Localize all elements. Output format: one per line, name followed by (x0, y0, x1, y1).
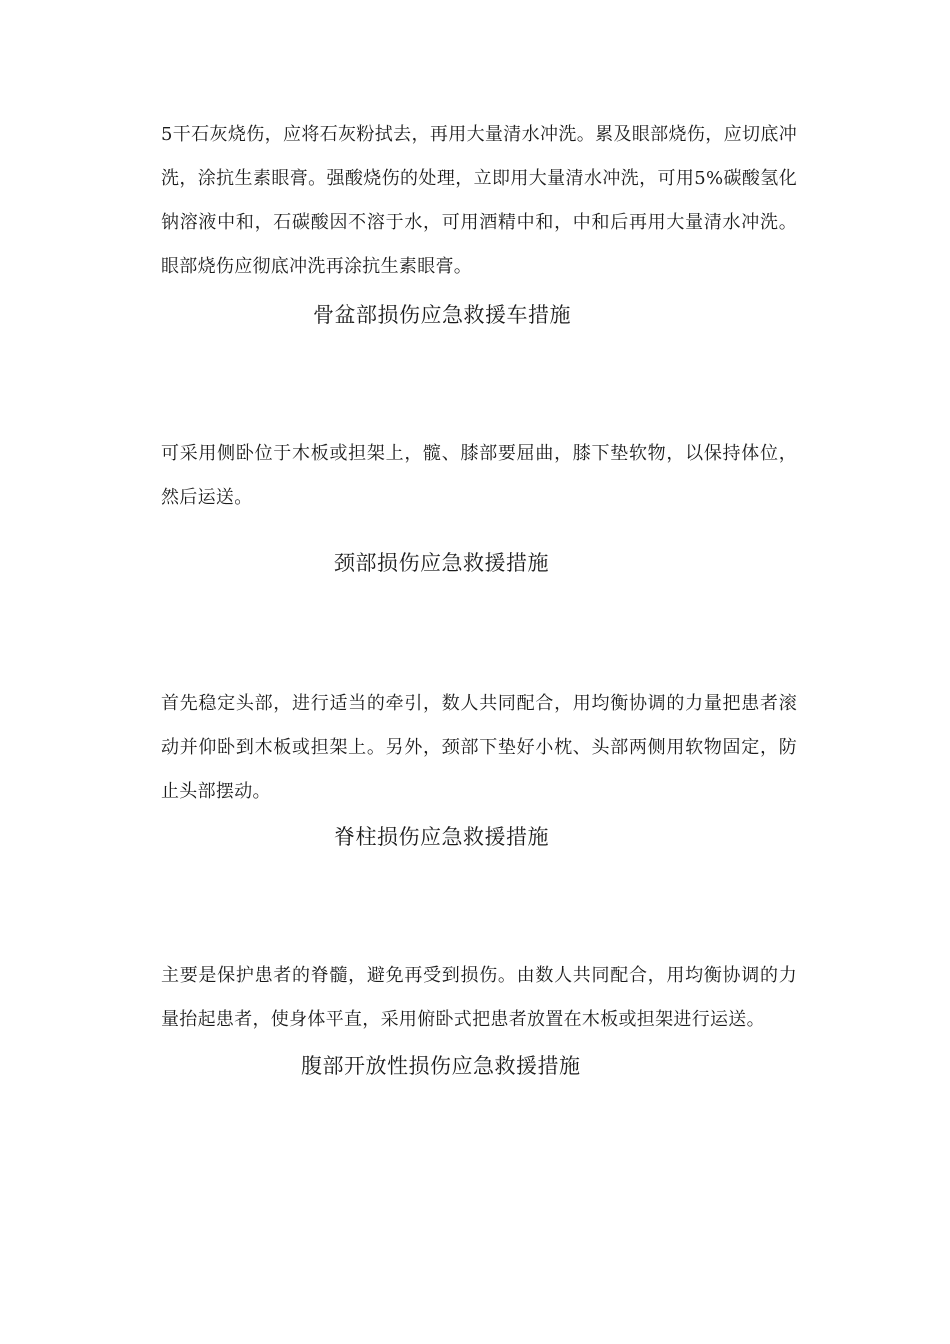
heading-spine-injury: 脊柱损伤应急救援措施 (334, 825, 549, 849)
heading-pelvic-injury: 骨盆部损伤应急救援车措施 (313, 303, 571, 327)
paragraph-pelvic-injury: 可采用侧卧位于木板或担架上，髋、膝部要屈曲，膝下垫软物，以保持体位，然后运送。 (161, 443, 797, 508)
paragraph-lime-acid-burns: 5干石灰烧伤，应将石灰粉拭去，再用大量清水冲洗。累及眼部烧伤，应切底冲洗，涂抗生素眼膏。强酸烧伤的处理，立即用大量清水冲洗，可用5%碳酸氢化钠溶液中和，石碳酸因不溶于水，可用酒精中和，中和后再用大量清水冲洗。眼部烧伤应彻底冲洗再涂抗生素眼膏。 (161, 124, 797, 277)
heading-neck-injury: 颈部损伤应急救援措施 (334, 551, 549, 575)
paragraph-spine-injury: 主要是保护患者的脊髓，避免再受到损伤。由数人共同配合，用均衡协调的力量抬起患者，使身体平直，采用俯卧式把患者放置在木板或担架进行运送。 (161, 965, 797, 1030)
heading-abdominal-open-injury: 腹部开放性损伤应急救援措施 (301, 1054, 581, 1078)
paragraph-neck-injury: 首先稳定头部，进行适当的牵引，数人共同配合，用均衡协调的力量把患者滚动并仰卧到木板或担架上。另外，颈部下垫好小枕、头部两侧用软物固定，防止头部摆动。 (161, 693, 797, 802)
